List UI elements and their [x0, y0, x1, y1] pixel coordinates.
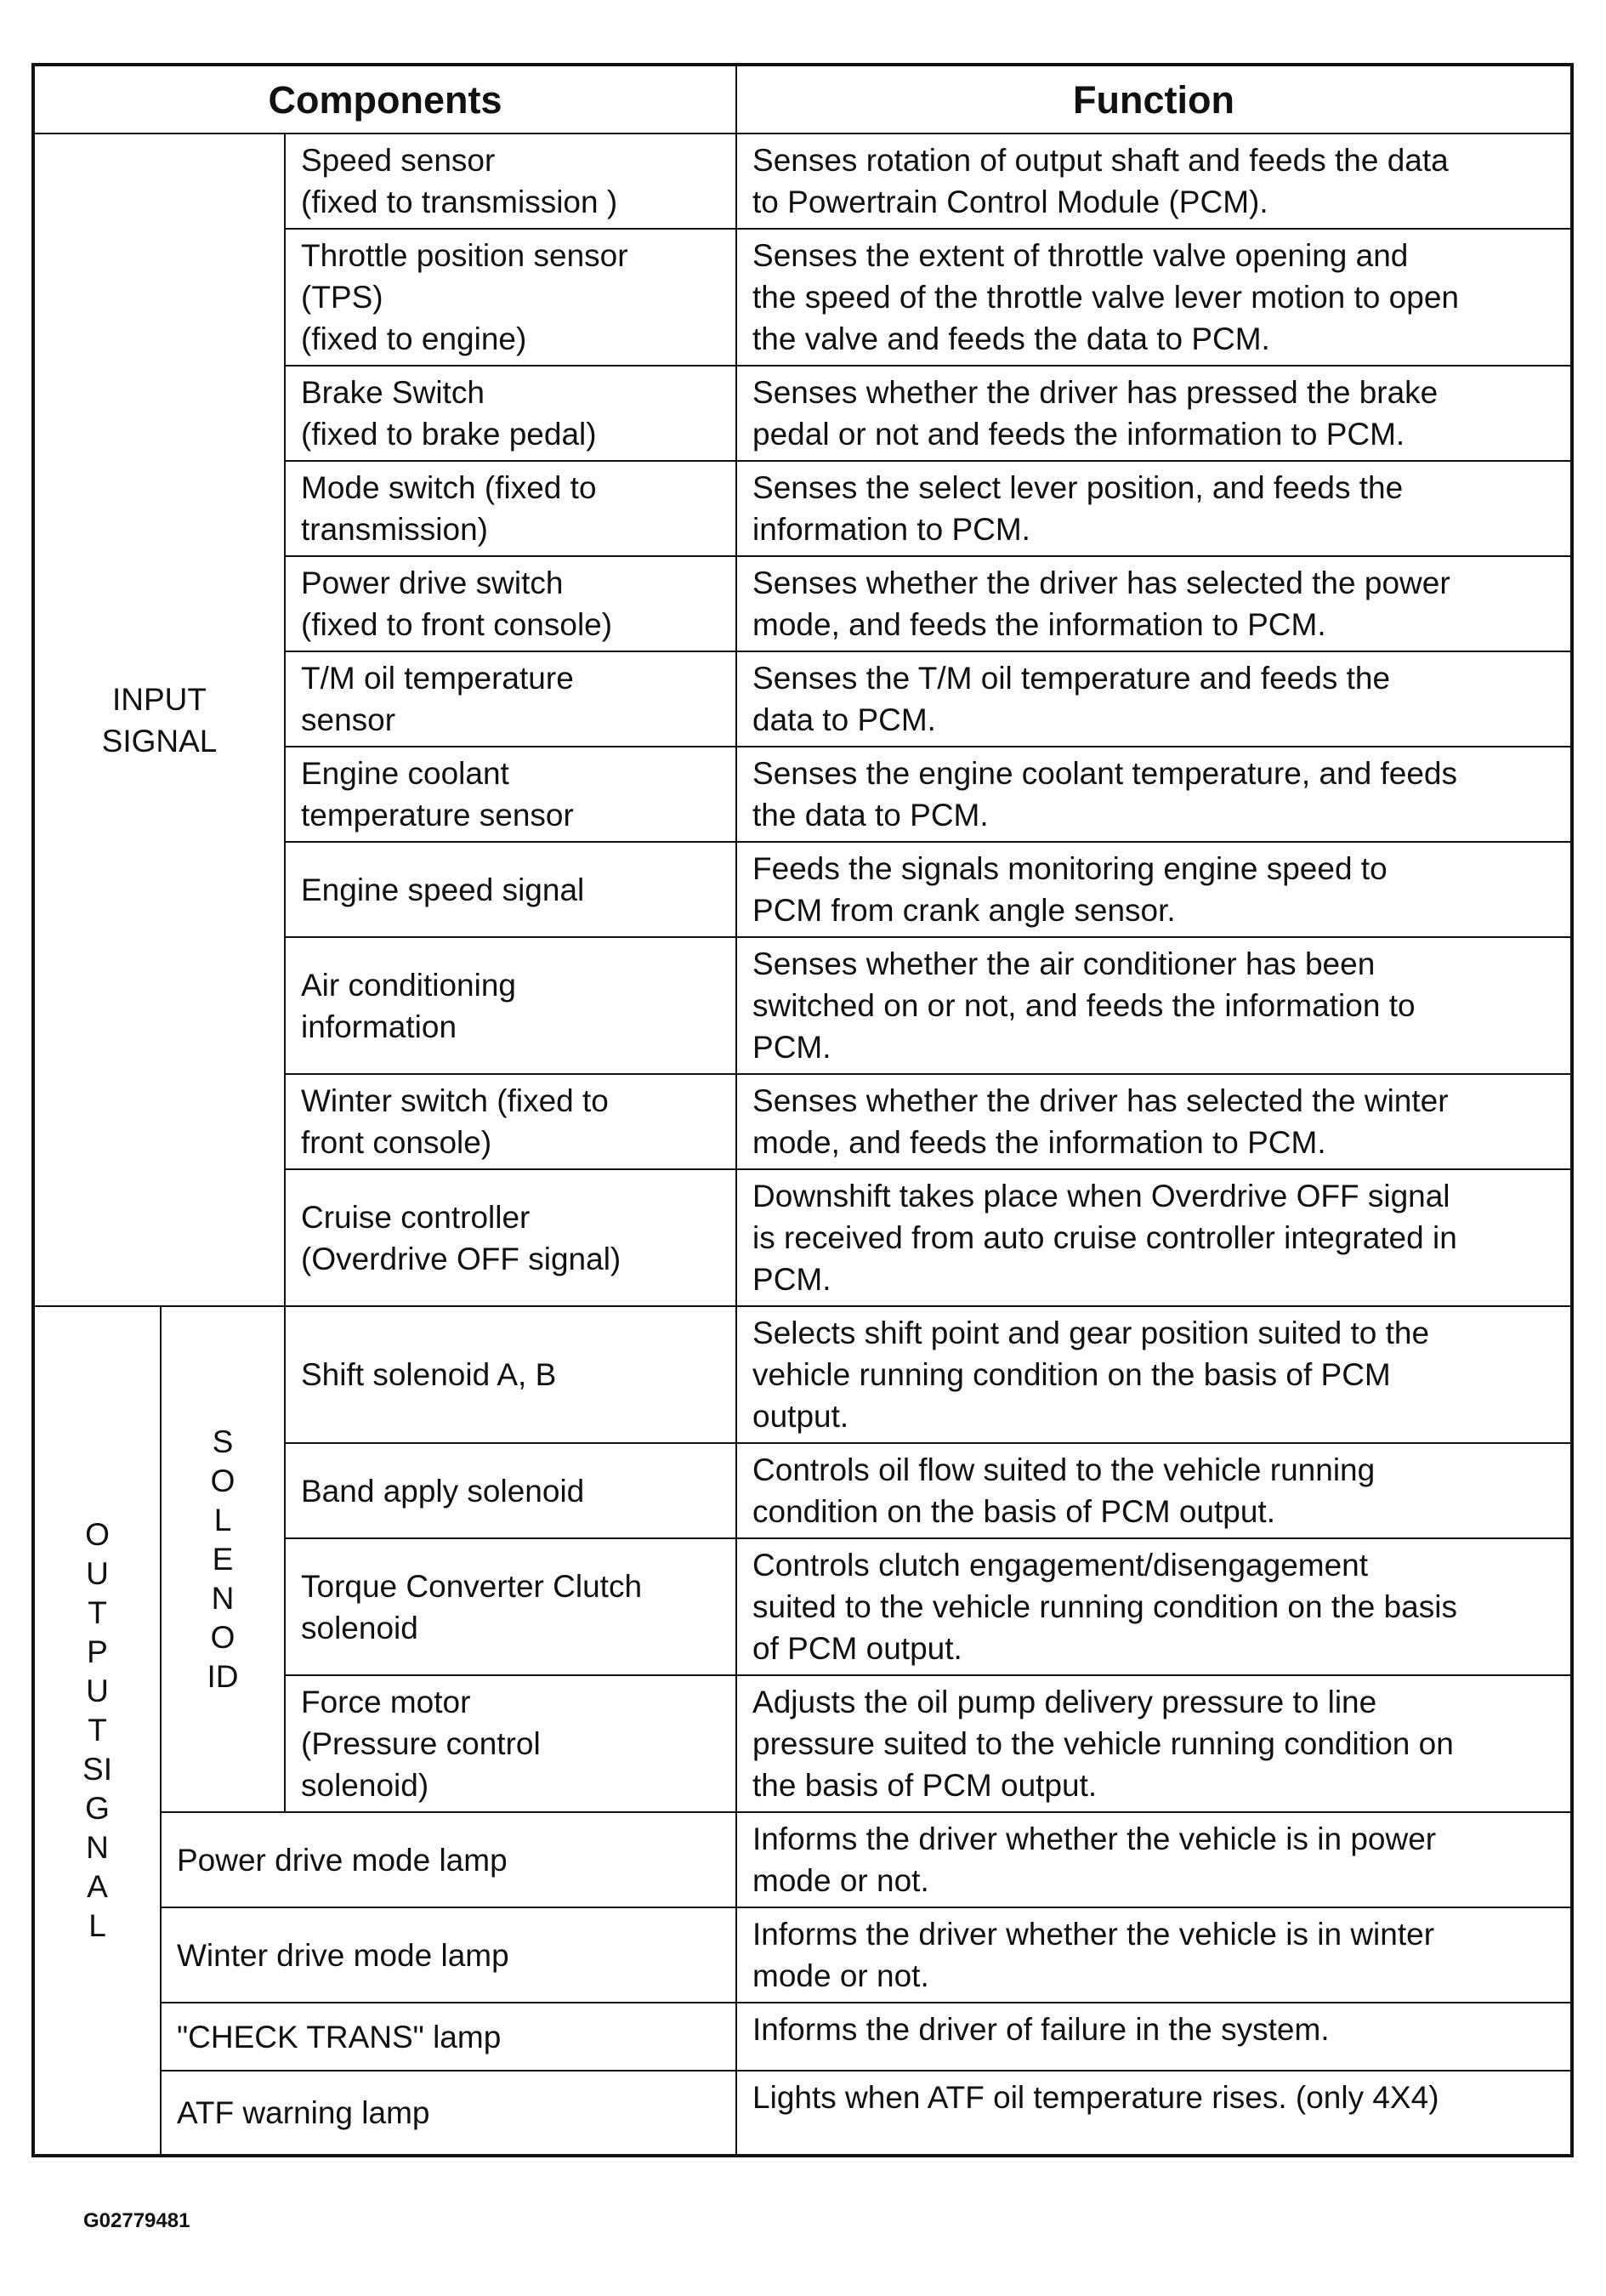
component-cell: ATF warning lamp	[161, 2071, 736, 2156]
component-cell: Air conditioning information	[285, 937, 736, 1074]
table-row	[33, 1306, 1572, 1443]
component-cell: Power drive mode lamp	[161, 1812, 736, 1907]
function-cell: Lights when ATF oil temperature rises. (only 4X4)	[736, 2071, 1572, 2156]
function-cell: Senses the engine coolant temperature, and feeds the data to PCM.	[736, 747, 1572, 842]
function-cell: Selects shift point and gear position suited to the vehicle running condition on the basis of PCM output.	[736, 1306, 1572, 1443]
input-signal-label: INPUT SIGNAL	[33, 134, 285, 1306]
function-cell: Informs the driver whether the vehicle is in power mode or not.	[736, 1812, 1572, 1907]
component-cell: "CHECK TRANS" lamp	[161, 2003, 736, 2071]
document-code: G02779481	[83, 2209, 190, 2232]
component-cell: Torque Converter Clutch solenoid	[285, 1538, 736, 1675]
table-row	[33, 2071, 1572, 2156]
function-cell: Senses whether the air conditioner has been switched on or not, and feeds the information to PCM.	[736, 937, 1572, 1074]
function-cell: Controls clutch engagement/disengagement suited to the vehicle running condition on the basis of PCM output.	[736, 1538, 1572, 1675]
component-cell: Band apply solenoid	[285, 1443, 736, 1538]
function-header: Function	[736, 65, 1572, 134]
table-row	[33, 134, 1572, 229]
function-cell: Senses the extent of throttle valve opening and the speed of the throttle valve lever motion to open the valve and feeds the data to PCM.	[736, 229, 1572, 366]
table-row	[33, 1907, 1572, 2003]
solenoid-text: SOLENOID	[207, 1424, 239, 1694]
component-cell: Winter switch (fixed to front console)	[285, 1074, 736, 1169]
component-cell: Throttle position sensor (TPS) (fixed to engine)	[285, 229, 736, 366]
table-row	[33, 2003, 1572, 2071]
function-cell: Senses whether the driver has selected the power mode, and feeds the information to PCM.	[736, 556, 1572, 651]
component-cell: Power drive switch (fixed to front console)	[285, 556, 736, 651]
function-cell: Informs the driver of failure in the system.	[736, 2003, 1572, 2071]
component-cell: Mode switch (fixed to transmission)	[285, 461, 736, 556]
solenoid-label	[161, 1306, 285, 1812]
function-cell: Senses rotation of output shaft and feeds the data to Powertrain Control Module (PCM).	[736, 134, 1572, 229]
function-cell: Controls oil flow suited to the vehicle running condition on the basis of PCM output.	[736, 1443, 1572, 1538]
components-header: Components	[33, 65, 736, 134]
function-cell: Feeds the signals monitoring engine speed to PCM from crank angle sensor.	[736, 842, 1572, 937]
function-cell: Adjusts the oil pump delivery pressure to line pressure suited to the vehicle running condition on the basis of PCM output.	[736, 1675, 1572, 1812]
component-cell: Shift solenoid A, B	[285, 1306, 736, 1443]
component-cell: T/M oil temperature sensor	[285, 651, 736, 747]
components-function-table	[31, 63, 1574, 2157]
function-cell: Senses the T/M oil temperature and feeds the data to PCM.	[736, 651, 1572, 747]
function-cell: Informs the driver whether the vehicle is in winter mode or not.	[736, 1907, 1572, 2003]
function-cell: Senses whether the driver has pressed the brake pedal or not and feeds the information to PCM.	[736, 366, 1572, 461]
component-cell: Winter drive mode lamp	[161, 1907, 736, 2003]
table-row	[33, 1812, 1572, 1907]
component-cell: Brake Switch (fixed to brake pedal)	[285, 366, 736, 461]
function-cell: Senses the select lever position, and feeds the information to PCM.	[736, 461, 1572, 556]
output-signal-label	[33, 1306, 161, 2156]
function-cell: Downshift takes place when Overdrive OFF signal is received from auto cruise controller integrated in PCM.	[736, 1169, 1572, 1306]
component-cell: Engine coolant temperature sensor	[285, 747, 736, 842]
component-cell: Engine speed signal	[285, 842, 736, 937]
component-cell: Speed sensor (fixed to transmission )	[285, 134, 736, 229]
function-cell: Senses whether the driver has selected the winter mode, and feeds the information to PCM.	[736, 1074, 1572, 1169]
output-signal-text: OUTPUT SIGNAL	[82, 1517, 112, 1943]
component-cell: Cruise controller (Overdrive OFF signal)	[285, 1169, 736, 1306]
header-row	[33, 65, 1572, 134]
component-cell: Force motor (Pressure control solenoid)	[285, 1675, 736, 1812]
